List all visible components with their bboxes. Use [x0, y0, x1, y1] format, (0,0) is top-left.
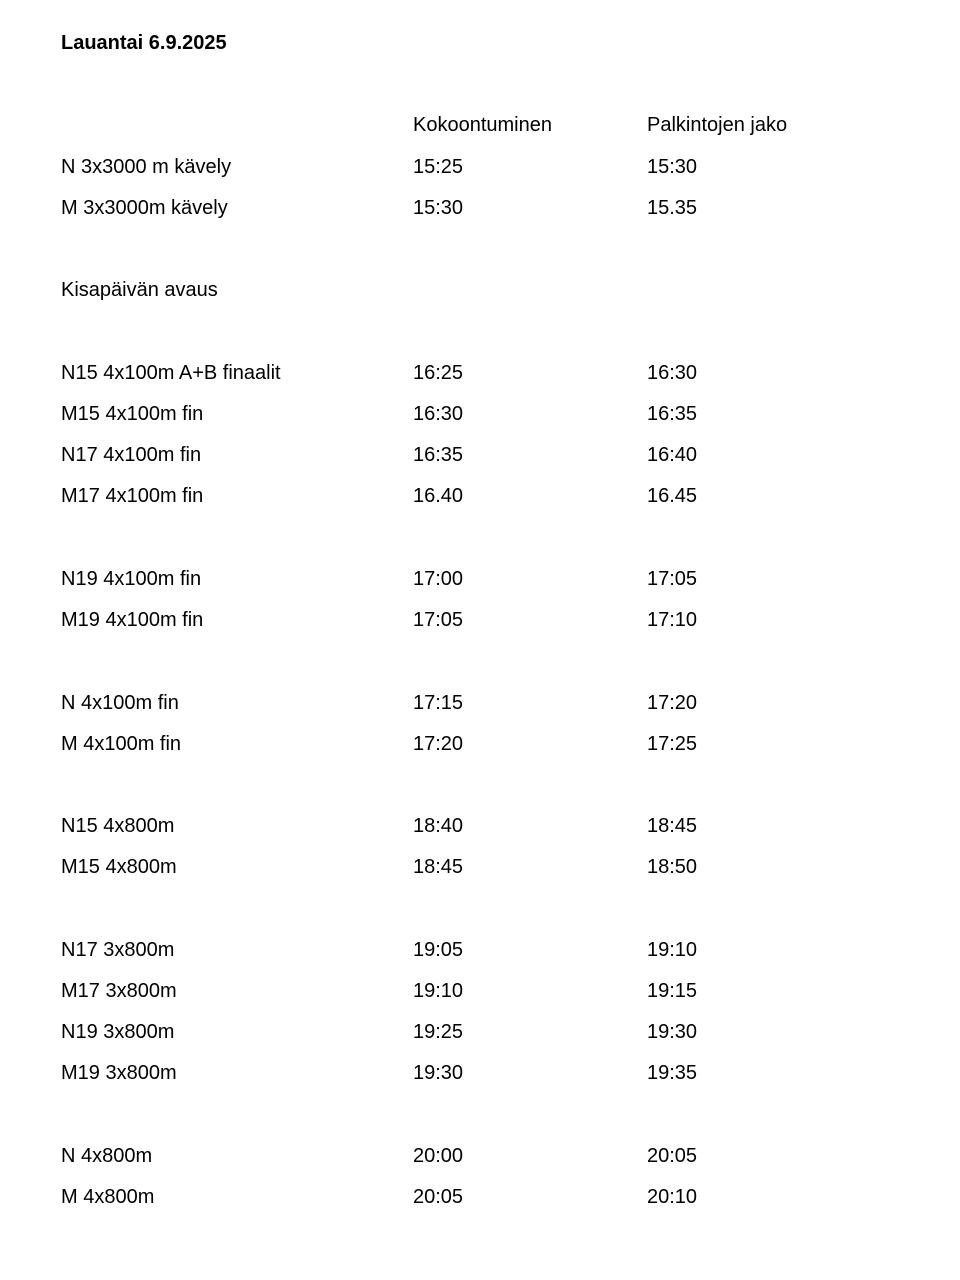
- awards-time: 15.35: [647, 197, 698, 219]
- event-name: N17 4x100m fin: [61, 444, 202, 466]
- event-name: N17 3x800m: [61, 939, 175, 961]
- schedule-row: [0, 401, 960, 427]
- awards-time: 20:05: [647, 1145, 698, 1167]
- schedule-row: [0, 483, 960, 509]
- gathering-time: 16:35: [413, 444, 464, 466]
- awards-time: 19:35: [647, 1062, 698, 1084]
- schedule-row: [0, 978, 960, 1004]
- schedule-row: [0, 442, 960, 468]
- event-name: N15 4x100m A+B finaalit: [61, 362, 281, 384]
- schedule-row: [0, 607, 960, 633]
- event-name: M 4x100m fin: [61, 733, 182, 755]
- event-name: M15 4x100m fin: [61, 403, 204, 425]
- event-name: M19 4x100m fin: [61, 609, 204, 631]
- awards-time: 18:50: [647, 856, 698, 878]
- schedule-row: [0, 566, 960, 592]
- gathering-time: 19:05: [413, 939, 464, 961]
- schedule-row: [0, 360, 960, 386]
- awards-time: 20:10: [647, 1186, 698, 1208]
- schedule-row: [0, 854, 960, 880]
- gathering-time: 17:00: [413, 568, 464, 590]
- gathering-time: 17:15: [413, 692, 464, 714]
- schedule-row: [0, 690, 960, 716]
- gathering-time: 18:45: [413, 856, 464, 878]
- awards-time: 17:10: [647, 609, 698, 631]
- event-name: M 4x800m: [61, 1186, 155, 1208]
- event-name: N 4x800m: [61, 1145, 153, 1167]
- event-name: N15 4x800m: [61, 815, 175, 837]
- event-name: M15 4x800m: [61, 856, 177, 878]
- schedule-row: [0, 277, 960, 303]
- schedule-row: [0, 154, 960, 180]
- awards-time: 19:30: [647, 1021, 698, 1043]
- awards-time: 19:15: [647, 980, 698, 1002]
- schedule-row: [0, 937, 960, 963]
- column-header-row: [0, 112, 960, 138]
- schedule-row: [0, 1143, 960, 1169]
- awards-time: 17:20: [647, 692, 698, 714]
- gathering-time: 17:05: [413, 609, 464, 631]
- schedule-row: [0, 1060, 960, 1086]
- event-name: N 3x3000 m kävely: [61, 156, 232, 178]
- schedule-row: [0, 1019, 960, 1045]
- awards-time: 16:35: [647, 403, 698, 425]
- gathering-time: 19:25: [413, 1021, 464, 1043]
- event-name: M17 4x100m fin: [61, 485, 204, 507]
- awards-time: 18:45: [647, 815, 698, 837]
- schedule-row: [0, 813, 960, 839]
- event-name: M17 3x800m: [61, 980, 177, 1002]
- event-name: Kisapäivän avaus: [61, 279, 218, 301]
- gathering-time: 16:30: [413, 403, 464, 425]
- gathering-time: 15:30: [413, 197, 464, 219]
- awards-time: 16:40: [647, 444, 698, 466]
- event-name: N 4x100m fin: [61, 692, 179, 714]
- gathering-time: 16.40: [413, 485, 464, 507]
- awards-time: 17:25: [647, 733, 698, 755]
- event-name: M19 3x800m: [61, 1062, 177, 1084]
- gathering-time: 20:05: [413, 1186, 464, 1208]
- gathering-time: 18:40: [413, 815, 464, 837]
- gathering-time: 15:25: [413, 156, 464, 178]
- event-name: M 3x3000m kävely: [61, 197, 228, 219]
- awards-time: 19:10: [647, 939, 698, 961]
- awards-time: 15:30: [647, 156, 698, 178]
- gathering-time: 16:25: [413, 362, 464, 384]
- event-name: N19 4x100m fin: [61, 568, 202, 590]
- gathering-time: 19:10: [413, 980, 464, 1002]
- gathering-time: 17:20: [413, 733, 464, 755]
- gathering-time: 20:00: [413, 1145, 464, 1167]
- gathering-time: 19:30: [413, 1062, 464, 1084]
- schedule-row: [0, 1184, 960, 1210]
- awards-time: 16:30: [647, 362, 698, 384]
- schedule-row: [0, 195, 960, 221]
- schedule-row: [0, 731, 960, 757]
- awards-time: 17:05: [647, 568, 698, 590]
- page-title: Lauantai 6.9.2025: [61, 32, 227, 54]
- column-header-gathering: Kokoontuminen: [413, 114, 552, 136]
- event-name: N19 3x800m: [61, 1021, 175, 1043]
- awards-time: 16.45: [647, 485, 698, 507]
- column-header-awards: Palkintojen jako: [647, 114, 788, 136]
